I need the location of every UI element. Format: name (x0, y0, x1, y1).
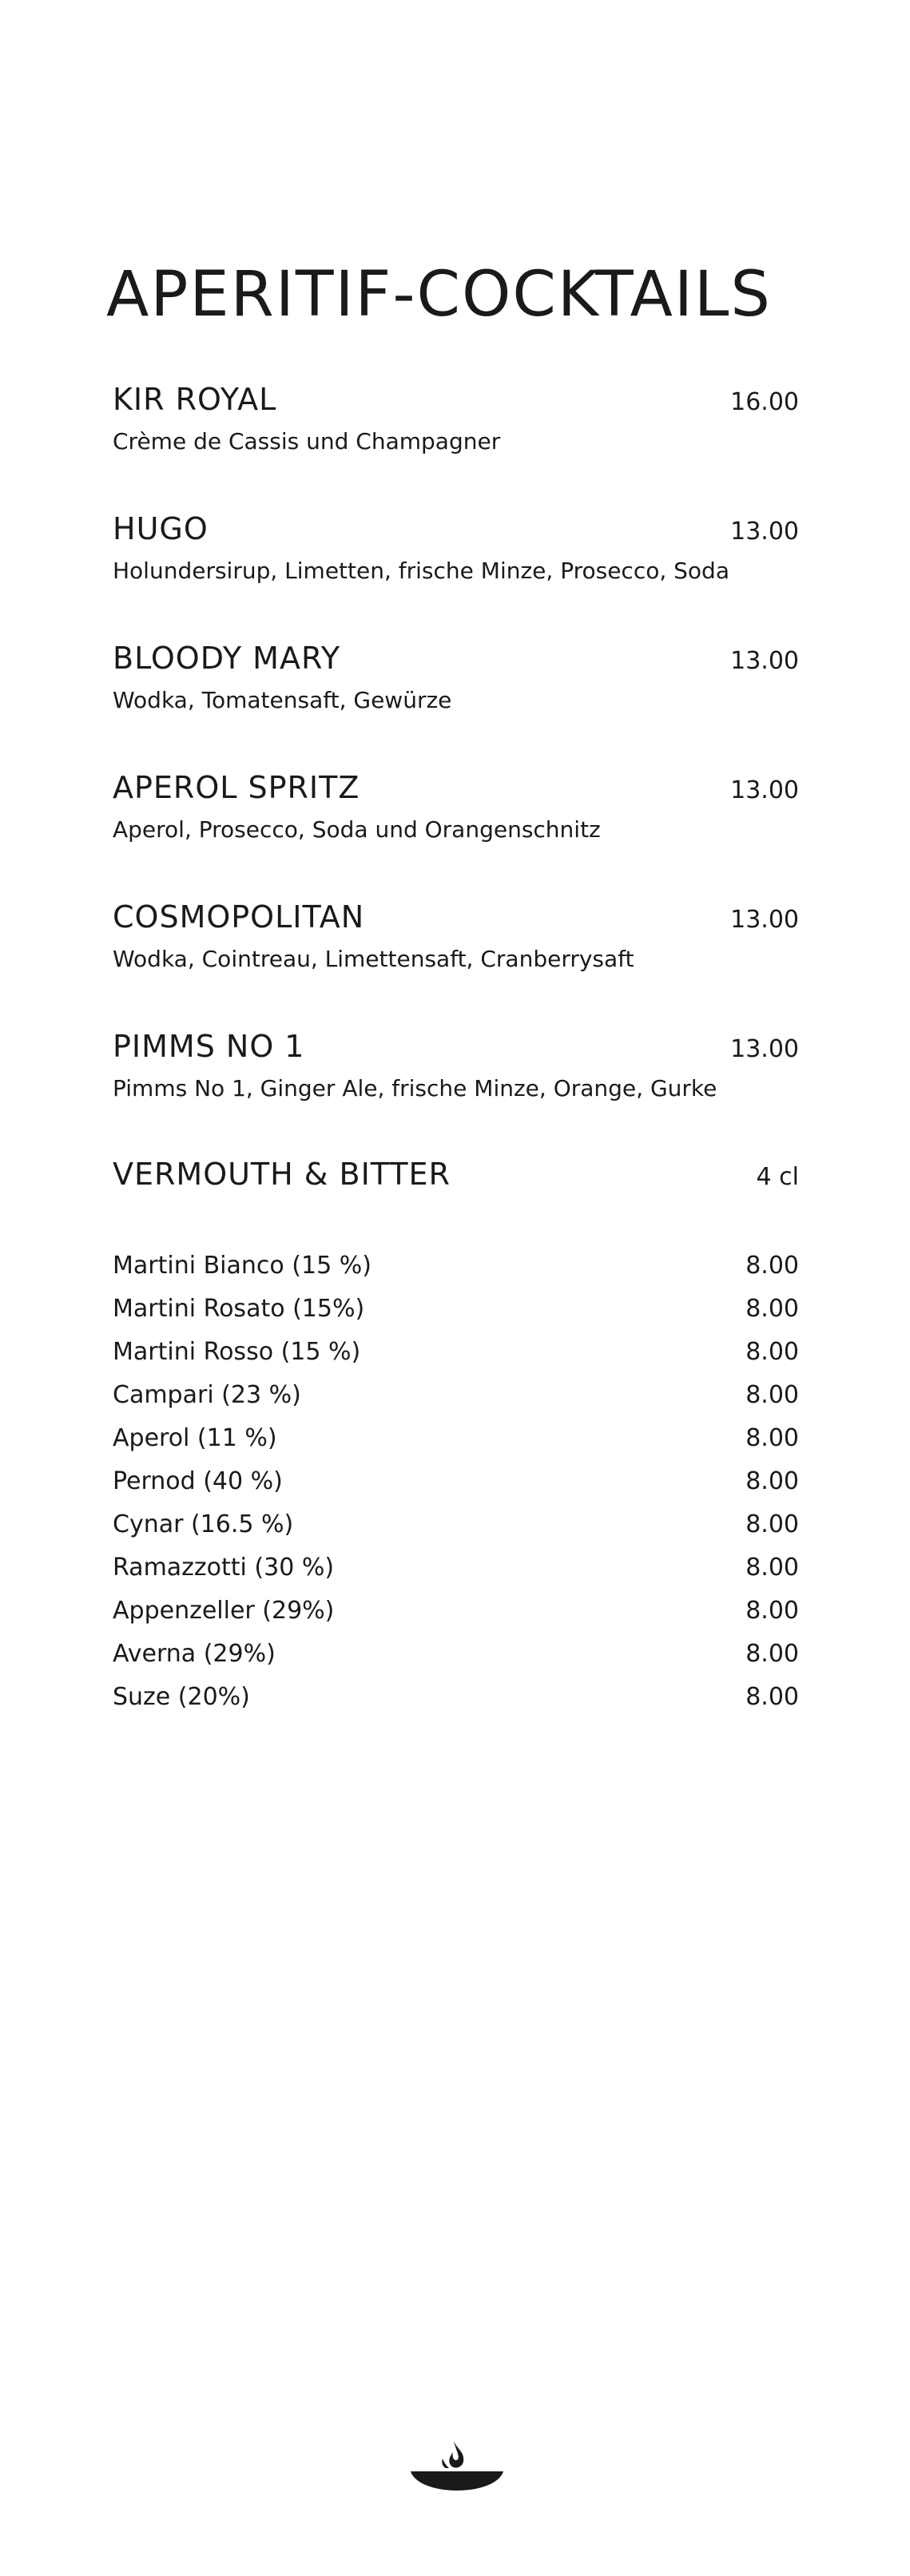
vermouth-list (113, 1244, 799, 1719)
flame-bowl-icon (407, 2435, 507, 2494)
list-item-name: Martini Rosato (15%) (113, 1295, 365, 1323)
item-price: 13.00 (730, 906, 799, 934)
list-item (113, 1331, 799, 1374)
item-name: COSMOPOLITAN (113, 899, 365, 935)
list-item (113, 1417, 799, 1460)
list-item-price: 8.00 (745, 1640, 799, 1668)
menu-item (113, 511, 799, 584)
item-description: Pimms No 1, Ginger Ale, frische Minze, Orange, Gurke (113, 1074, 717, 1101)
list-item (113, 1590, 799, 1633)
item-description: Crème de Cassis und Champagner (113, 427, 501, 454)
item-description: Wodka, Tomatensaft, Gewürze (113, 686, 452, 713)
list-item-name: Pernod (40 %) (113, 1467, 283, 1495)
list-item-name: Appenzeller (29%) (113, 1597, 335, 1625)
list-item (113, 1503, 799, 1546)
item-name: PIMMS NO 1 (113, 1029, 305, 1064)
list-item-name: Suze (20%) (113, 1683, 250, 1711)
list-item-name: Cynar (16.5 %) (113, 1510, 294, 1538)
item-name: KIR ROYAL (113, 382, 277, 417)
list-item-price: 8.00 (745, 1554, 799, 1582)
menu-item (113, 382, 799, 454)
list-item (113, 1374, 799, 1417)
list-item (113, 1244, 799, 1288)
list-item-price: 8.00 (745, 1597, 799, 1625)
item-price: 13.00 (730, 776, 799, 804)
item-price: 13.00 (730, 518, 799, 546)
list-item-price: 8.00 (745, 1467, 799, 1495)
list-item (113, 1288, 799, 1331)
item-description: Holundersirup, Limetten, frische Minze, Prosecco, Soda (113, 557, 729, 584)
list-item-price: 8.00 (745, 1510, 799, 1538)
list-item (113, 1633, 799, 1676)
item-description: Wodka, Cointreau, Limettensaft, Cranberrysaft (113, 945, 634, 972)
list-item-price: 8.00 (745, 1338, 799, 1366)
menu-item (113, 1029, 799, 1101)
item-price: 13.00 (730, 647, 799, 675)
item-price: 16.00 (730, 388, 799, 416)
list-item (113, 1676, 799, 1719)
list-item-price: 8.00 (745, 1424, 799, 1452)
list-item-name: Martini Rosso (15 %) (113, 1338, 361, 1366)
item-price: 13.00 (730, 1035, 799, 1063)
list-item-price: 8.00 (745, 1252, 799, 1280)
item-name: HUGO (113, 511, 209, 546)
list-item-name: Averna (29%) (113, 1640, 276, 1668)
page-title: APERITIF-COCKTAILS (106, 259, 772, 331)
menu-item (113, 899, 799, 972)
section-title: VERMOUTH & BITTER (113, 1157, 451, 1192)
serving-size: 4 cl (756, 1163, 799, 1191)
list-item-price: 8.00 (745, 1683, 799, 1711)
item-name: APEROL SPRITZ (113, 770, 360, 805)
list-item-name: Campari (23 %) (113, 1381, 301, 1409)
list-item-name: Aperol (11 %) (113, 1424, 277, 1452)
item-name: BLOODY MARY (113, 641, 341, 676)
list-item-name: Ramazzotti (30 %) (113, 1554, 335, 1582)
list-item (113, 1546, 799, 1590)
list-item-name: Martini Bianco (15 %) (113, 1252, 372, 1280)
vermouth-section-heading (113, 1157, 799, 1193)
list-item-price: 8.00 (745, 1295, 799, 1323)
menu-item (113, 770, 799, 843)
item-description: Aperol, Prosecco, Soda und Orangenschnitz (113, 816, 601, 843)
list-item-price: 8.00 (745, 1381, 799, 1409)
list-item (113, 1460, 799, 1503)
menu-item (113, 641, 799, 713)
